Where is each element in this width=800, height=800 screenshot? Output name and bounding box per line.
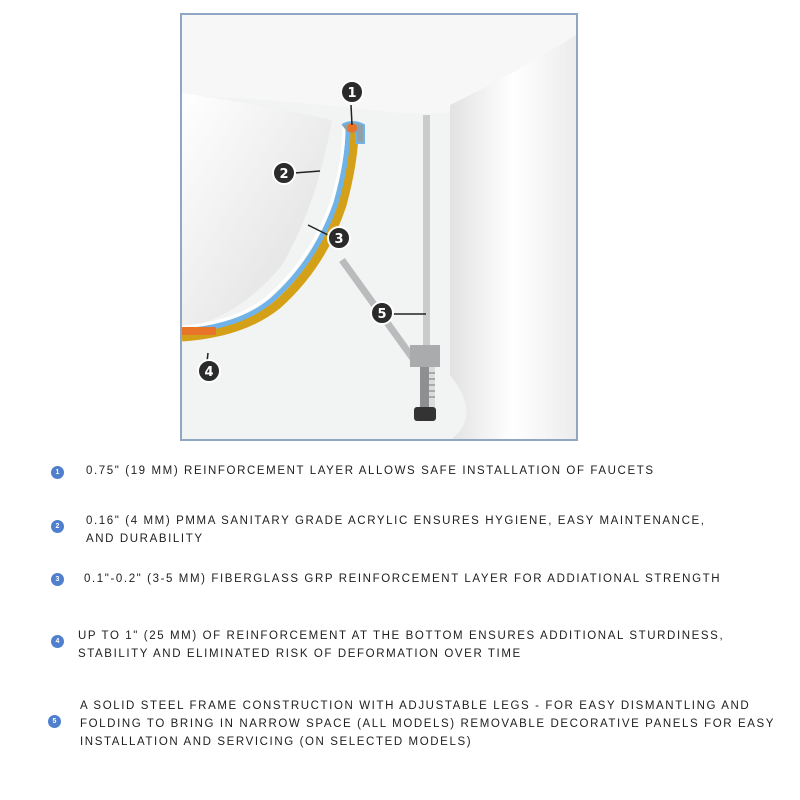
svg-text:4: 4 bbox=[204, 365, 214, 380]
svg-text:1: 1 bbox=[347, 86, 357, 101]
callout-3 bbox=[328, 227, 350, 249]
feature-text: 0.16" (4 MM) PMMA SANITARY GRADE ACRYLIC ENSURES HYGIENE, EASY MAINTENANCE, AND DURABILITY bbox=[86, 515, 706, 545]
feature-text: A SOLID STEEL FRAME CONSTRUCTION WITH ADJUSTABLE LEGS - FOR EASY DISMANTLING AND FOLDING TO BRING IN NARROW SPACE (ALL MODELS) REMOVABLE DECORATIVE PANELS FOR EASY INSTALLATION AND SERVICING (ON SELECTED MODELS) bbox=[80, 700, 775, 748]
feature-text: 0.75" (19 MM) REINFORCEMENT LAYER ALLOWS SAFE INSTALLATION OF FAUCETS bbox=[86, 465, 655, 477]
bathtub-cross-section-figure bbox=[180, 13, 578, 441]
feature-text: 0.1"-0.2" (3-5 MM) FIBERGLASS GRP REINFORCEMENT LAYER FOR ADDIATIONAL STRENGTH bbox=[84, 573, 722, 585]
feature-number-badge: 1 bbox=[51, 466, 64, 479]
feature-text: UP TO 1" (25 MM) OF REINFORCEMENT AT THE BOTTOM ENSURES ADDITIONAL STURDINESS, STABILITY AND ELIMINATED RISK OF DEFORMATION OVER TIME bbox=[78, 630, 725, 660]
feature-number-badge: 5 bbox=[48, 715, 61, 728]
feature-number-badge: 3 bbox=[51, 573, 64, 586]
callout-4 bbox=[198, 360, 220, 382]
leg-thread bbox=[429, 367, 435, 407]
svg-text:2: 2 bbox=[279, 167, 289, 182]
cross-section-illustration bbox=[182, 15, 576, 439]
leg-foot bbox=[414, 407, 436, 421]
frame-bracket bbox=[410, 345, 440, 367]
callout-2 bbox=[273, 162, 295, 184]
callout-1 bbox=[341, 81, 363, 103]
bottom-reinforcement bbox=[182, 327, 216, 335]
feature-number-badge: 2 bbox=[51, 520, 64, 533]
frame-leg bbox=[423, 115, 430, 375]
feature-number-badge: 4 bbox=[51, 635, 64, 648]
callout-5 bbox=[371, 302, 393, 324]
svg-text:3: 3 bbox=[334, 232, 344, 247]
svg-text:5: 5 bbox=[377, 307, 387, 322]
